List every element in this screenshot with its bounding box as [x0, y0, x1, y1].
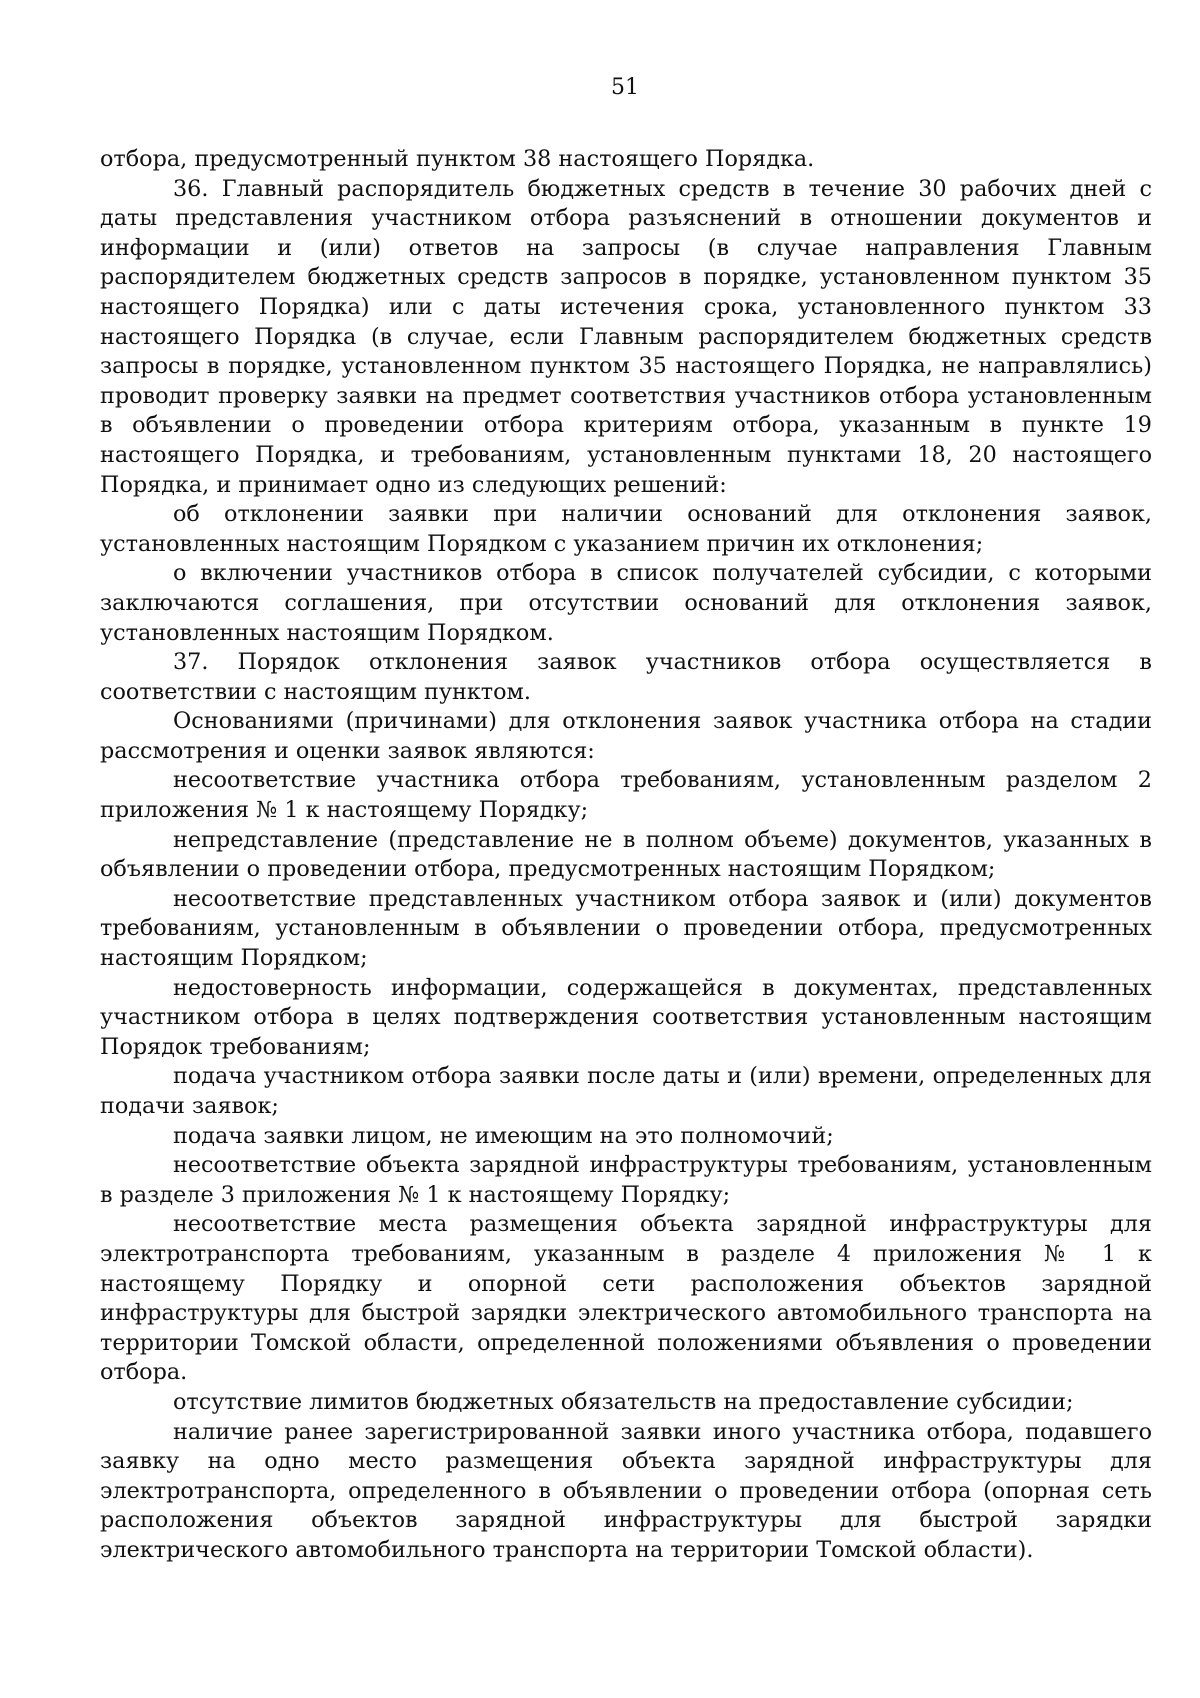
paragraph: 36. Главный распорядитель бюджетных средств в течение 30 рабочих дней с даты представления участником отбора разъяснений в отношении документов и информации и (или) ответов на запросы (в случае направления Главным распорядителем бюджетных средств запросов в порядке, установленном пунктом 35 настоящего Порядка) или с даты истечения срока, установленного пунктом 33 настоящего Порядка (в случае, если Главным распорядителем бюджетных средств запросы в порядке, установленном пунктом 35 настоящего Порядка, не направлялись) проводит проверку заявки на предмет соответствия участников отбора установленным в объявлении о проведении отбора критериям отбора, указанным в пункте 19 настоящего Порядка, и требованиям, установленным пунктами 18, 20 настоящего Порядка, и принимает одно из следующих решений:	[100, 175, 1152, 498]
paragraph: отбора, предусмотренный пунктом 38 настоящего Порядка.	[100, 146, 815, 172]
paragraph: об отклонении заявки при наличии оснований для отклонения заявок, установленных настоящим Порядком с указанием причин их отклонения;	[100, 501, 1152, 557]
paragraph: непредставление (представление не в полном объеме) документов, указанных в объявлении о проведении отбора, предусмотренных настоящим Порядком;	[100, 826, 1152, 883]
paragraph: подача заявки лицом, не имеющим на это полномочий;	[173, 1122, 834, 1149]
paragraph: о включении участников отбора в список получателей субсидии, с которыми заключаются соглашения, при отсутствии оснований для отклонения заявок, установленных настоящим Порядком.	[100, 560, 1152, 646]
paragraph: несоответствие представленных участником отбора заявок и (или) документов требованиям, установленным в объявлении о проведении отбора, предусмотренных настоящим Порядком;	[100, 885, 1152, 972]
paragraph: 37. Порядок отклонения заявок участников отбора осуществляется в соответствии с настоящим пунктом.	[100, 649, 1152, 705]
page-number: 51	[611, 75, 639, 100]
paragraph: подача участником отбора заявки после даты и (или) времени, определенных для подачи заявок;	[100, 1063, 1152, 1119]
paragraph: несоответствие объекта зарядной инфраструктуры требованиям, установленным в разделе 3 приложения № 1 к настоящему Порядку;	[100, 1152, 1152, 1208]
paragraph: несоответствие участника отбора требованиям, установленным разделом 2 приложения № 1 к настоящему Порядку;	[100, 767, 1152, 824]
paragraph: недостоверность информации, содержащейся в документах, представленных участником отбора в целях подтверждения соответствия установленным настоящим Порядок требованиям;	[100, 974, 1152, 1060]
document-body	[100, 145, 1152, 1566]
paragraph: несоответствие места размещения объекта зарядной инфраструктуры для электротранспорта требованиям, указанным в разделе 4 приложения № 1 к настоящему Порядку и опорной сети расположения объектов зарядной инфраструктуры для быстрой зарядки электрического автомобильного транспорта на территории Томской области, определенной положениями объявления о проведении отбора.	[100, 1211, 1152, 1386]
paragraph: отсутствие лимитов бюджетных обязательств на предоставление субсидии;	[173, 1388, 1074, 1415]
paragraph: наличие ранее зарегистрированной заявки иного участника отбора, подавшего заявку на одно место размещения объекта зарядной инфраструктуры для электротранспорта, определенного в объявлении о проведении отбора (опорная сеть расположения объектов зарядной инфраструктуры для быстрой зарядки электрического автомобильного транспорта на территории Томской области).	[100, 1418, 1152, 1563]
paragraph: Основаниями (причинами) для отклонения заявок участника отбора на стадии рассмотрения и оценки заявок являются:	[100, 708, 1152, 764]
